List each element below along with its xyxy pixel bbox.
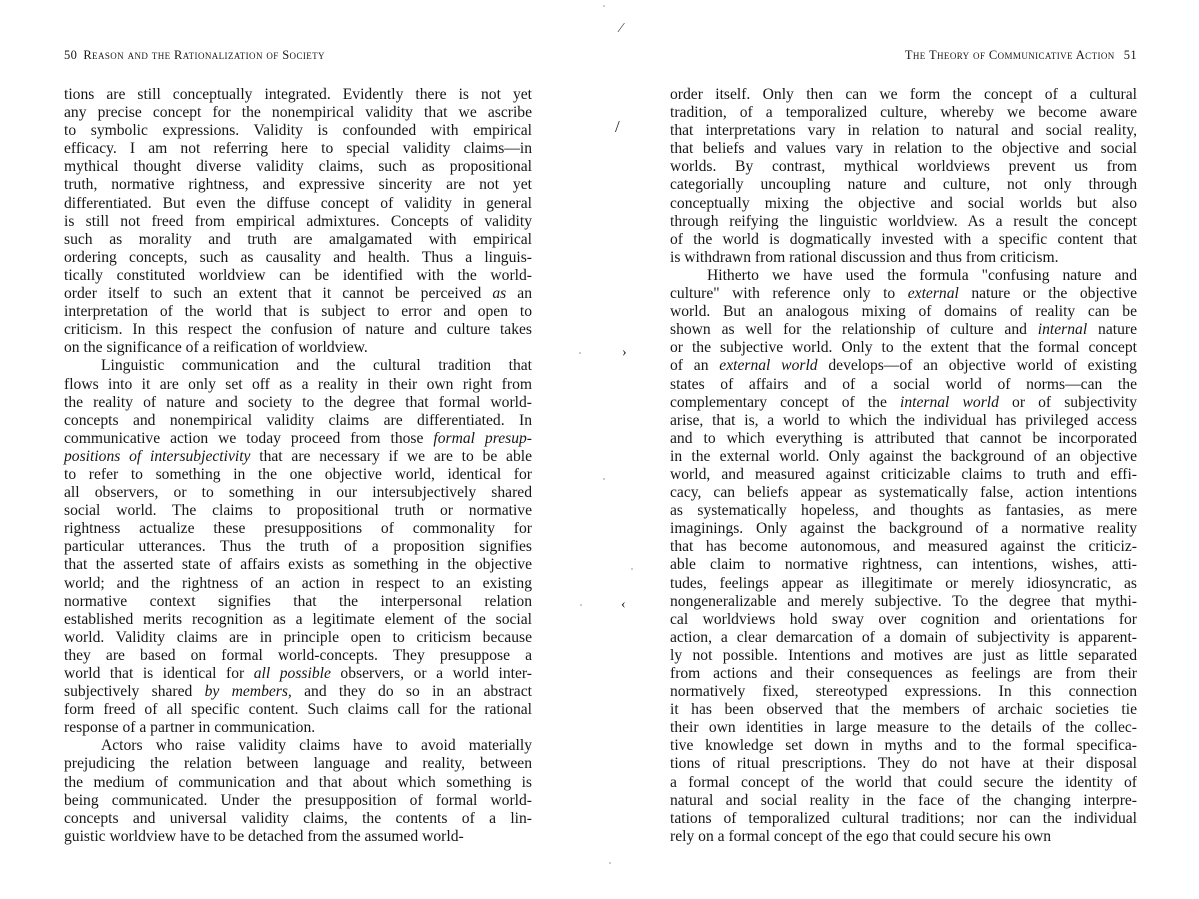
right-text-line: natural and social reality in the face of the changing interpre-: [670, 791, 1137, 809]
left-text-line: Linguistic communication and the cultural tradition that: [101, 357, 532, 375]
right-text-line: arise, that is, a world to which the individual has privileged access: [670, 411, 1137, 429]
left-text-line: mythical thought diverse validity claims, such as propositional: [64, 158, 532, 176]
left-text-line: positions of intersubjectivity that are necessary if we are to be able: [64, 447, 532, 465]
gutter-mark: ›: [622, 345, 627, 360]
left-text-line: on the significance of a reification of worldview.: [64, 339, 368, 357]
right-text-line: cal worldviews hold sway over cognition and orientations for: [670, 610, 1137, 628]
right-text-line: or the subjective world. Only to the extent that the formal concept: [670, 339, 1137, 357]
right-text-line: through reifying the linguistic worldview. As a result the concept: [670, 212, 1137, 230]
right-running-header: [905, 48, 1137, 63]
right-text-line: conceptually mixing the objective and social worlds but also: [670, 194, 1137, 212]
right-text-line: able claim to normative rightness, can intentions, wishes, atti-: [670, 556, 1137, 574]
right-text-line: worlds. By contrast, mythical worldviews prevent us from: [670, 158, 1137, 176]
gutter-speck: [603, 5, 605, 7]
left-page-number: 50: [64, 48, 78, 62]
right-text-line: a formal concept of the world that could secure the identity of: [670, 773, 1137, 791]
right-text-line: and to which everything is attributed that cannot be incorporated: [670, 429, 1137, 447]
right-text-line: from actions and their consequences as feelings are from their: [670, 665, 1137, 682]
left-page-body: [64, 86, 532, 846]
right-text-line: as systematically hopeless, and thoughts as fantasies, as mere: [670, 502, 1137, 520]
right-text-line: of an external world develops—of an objective world of existing: [670, 357, 1137, 375]
left-text-line: the reality of nature and society to the degree that formal world-: [64, 393, 532, 411]
left-text-line: tions are still conceptually integrated. Evidently there is not yet: [64, 86, 532, 103]
right-text-line: normatively fixed, stereotyped expressions. In this connection: [670, 683, 1137, 701]
right-text-line: order itself. Only then can we form the concept of a cultural: [670, 86, 1137, 103]
left-text-line: the medium of communication and that about which something is: [64, 773, 532, 791]
left-text-line: to symbolic expressions. Validity is confounded with empirical: [64, 122, 532, 140]
right-text-line: of the world is dogmatically invested with a specific content that: [670, 230, 1137, 248]
right-text-line: tions of ritual prescriptions. They do not have at their disposal: [670, 755, 1137, 773]
gutter-speck: [603, 478, 605, 480]
left-text-line: world; and the rightness of an action in respect to an existing: [64, 574, 532, 592]
left-text-line: differentiated. But even the diffuse concept of validity in general: [64, 194, 532, 212]
right-text-line: imaginings. Only against the background of a normative reality: [670, 520, 1137, 538]
left-text-line: they are based on formal world-concepts. They presuppose a: [64, 646, 532, 664]
right-page-body: [670, 86, 1137, 846]
gutter-mark: /: [615, 117, 620, 136]
right-text-line: world, and measured against criticizable claims to truth and effi-: [670, 465, 1137, 483]
left-text-line: such as morality and truth are amalgamated with empirical: [64, 230, 532, 248]
left-text-line: rightness actualize these presuppositions of commonality for: [64, 520, 532, 538]
right-page-number: 51: [1123, 48, 1137, 62]
left-text-line: normative context signifies that the interpersonal relation: [64, 592, 532, 610]
right-text-line: it has been observed that the members of archaic societies tie: [670, 701, 1137, 719]
left-text-line: concepts and nonempirical validity claims are differentiated. In: [64, 411, 532, 429]
left-text-line: subjectively shared by members, and they do so in an abstract: [64, 683, 532, 701]
left-text-line: guistic worldview have to be detached from the assumed world-: [64, 827, 464, 845]
gutter-speck: [579, 352, 581, 354]
left-text-line: concepts and universal validity claims, the contents of a lin-: [64, 809, 532, 827]
right-text-line: action, a clear demarcation of a domain of subjectivity is apparent-: [670, 628, 1137, 646]
right-text-line: world. But an analogous mixing of domains of reality can be: [670, 303, 1137, 321]
left-text-line: criticism. In this respect the confusion of nature and culture takes: [64, 321, 532, 339]
left-text-line: order itself to such an extent that it cannot be perceived as an: [64, 285, 532, 303]
left-text-line: truth, normative rightness, and expressive sincerity are not yet: [64, 176, 532, 194]
right-header-title: The Theory of Communicative Action: [904, 48, 1115, 62]
gutter-speck: [631, 568, 633, 570]
right-text-line: cacy, can beliefs appear as systematically false, action intentions: [670, 484, 1137, 502]
left-text-line: all observers, or to something in our intersubjectively shared: [64, 484, 532, 502]
left-text-line: that the asserted state of affairs exists as something in the objective: [64, 556, 532, 574]
left-text-line: tically constituted worldview can be identified with the world-: [64, 266, 532, 284]
right-text-line: in the external world. Only against the background of an objective: [670, 447, 1137, 465]
right-text-line: that has become autonomous, and measured against the criticiz-: [670, 538, 1137, 556]
right-text-line: culture" with reference only to external nature or the objective: [670, 285, 1137, 303]
right-text-line: categorially uncoupling nature and culture, not only through: [670, 176, 1137, 194]
right-text-line: Hitherto we have used the formula "confusing nature and: [707, 266, 1137, 284]
left-text-line: being communicated. Under the presupposition of formal world-: [64, 791, 532, 809]
left-text-line: Actors who raise validity claims have to avoid materially: [101, 737, 532, 755]
right-text-line: their own identities in large measure to the details of the collec-: [670, 719, 1137, 737]
right-text-line: is withdrawn from rational discussion and thus from criticism.: [670, 248, 1059, 266]
left-text-line: communicative action we today proceed from those formal presup-: [64, 429, 532, 447]
left-header-title: Reason and the Rationalization of Society: [83, 48, 325, 62]
right-text-line: shown as well for the relationship of culture and internal nature: [670, 321, 1137, 339]
left-text-line: established merits recognition as a legitimate element of the social: [64, 610, 532, 628]
left-text-line: efficacy. I am not referring here to special validity claims—in: [64, 140, 532, 158]
gutter-mark: ⁄: [620, 21, 623, 36]
left-text-line: world. Validity claims are in principle open to criticism because: [64, 628, 532, 646]
left-text-line: response of a partner in communication.: [64, 719, 316, 737]
left-text-line: flows into it are only set off as a reality in their own right from: [64, 375, 532, 393]
left-text-line: any precise concept for the nonempirical validity that we ascribe: [64, 104, 532, 122]
left-text-line: interpretation of the world that is subject to error and open to: [64, 303, 532, 321]
left-text-line: to refer to something in the one objective world, identical for: [64, 465, 532, 483]
right-text-line: nongeneralizable and merely subjective. To the degree that mythi-: [670, 592, 1137, 610]
left-running-header: [64, 48, 325, 63]
gutter-mark: ‹: [621, 597, 626, 612]
right-text-line: complementary concept of the internal world or of subjectivity: [670, 393, 1138, 411]
gutter-speck: [580, 604, 582, 606]
left-text-line: particular utterances. Thus the truth of a proposition signifies: [64, 538, 532, 556]
right-text-line: that interpretations vary in relation to natural and social reality,: [670, 122, 1137, 140]
right-text-line: tradition, of a temporalized culture, whereby we become aware: [670, 104, 1137, 122]
left-text-line: world that is identical for all possible observers, or a world inter-: [64, 665, 532, 682]
left-text-line: form freed of all specific content. Such claims call for the rational: [64, 701, 532, 719]
right-text-line: rely on a formal concept of the ego that could secure his own: [670, 827, 1052, 845]
right-text-line: that beliefs and values vary in relation to the objective and social: [670, 140, 1137, 158]
left-text-line: social world. The claims to propositional truth or normative: [64, 502, 532, 520]
left-text-line: prejudicing the relation between language and reality, between: [64, 755, 532, 773]
right-text-line: ly not possible. Intentions and motives are just as little separated: [670, 646, 1137, 664]
gutter-speck: [609, 862, 611, 864]
right-text-line: tations of temporalized cultural traditions; nor can the individual: [670, 809, 1137, 827]
right-text-line: tive knowledge set down in myths and to the formal specifica-: [670, 737, 1137, 755]
right-text-line: states of affairs and of a social world of norms—can the: [670, 375, 1137, 393]
left-text-line: ordering concepts, such as causality and health. Thus a linguis-: [64, 248, 532, 266]
left-text-line: is still not freed from empirical admixtures. Concepts of validity: [64, 212, 532, 230]
right-text-line: tudes, feelings appear as illegitimate or merely idiosyncratic, as: [670, 574, 1137, 592]
